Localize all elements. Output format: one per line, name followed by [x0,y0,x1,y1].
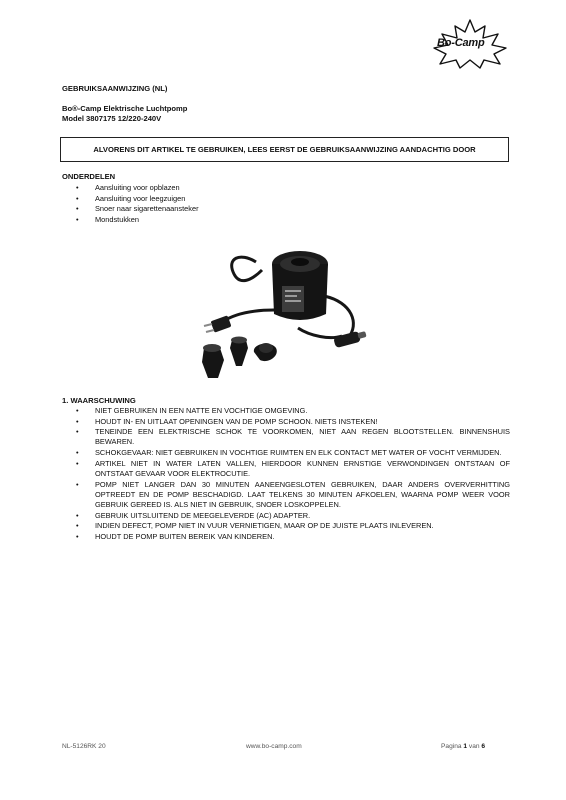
air-pump-product-photo [182,240,382,388]
bullet-icon: • [76,531,79,541]
list-item: • INDIEN DEFECT, POMP NIET IN VUUR VERNIETIGEN, MAAR OP DE JUISTE PLAATS INLEVEREN. [76,521,434,531]
list-item: • Snoer naar sigarettenaansteker [76,204,199,213]
bullet-icon: • [76,193,79,203]
bullet-icon: • [76,521,79,531]
footer-website-link[interactable]: www.bo-camp.com [246,743,302,750]
bullet-icon: • [76,458,79,468]
page-label: Pagina [441,743,462,750]
bullet-icon: • [76,183,79,192]
bullet-icon: • [76,214,79,224]
notice-text: ALVORENS DIT ARTIKEL TE GEBRUIKEN, LEES EERST DE GEBRUIKSAANWIJZING AANDACHTIG DOOR [93,144,476,154]
parts-list [76,183,376,225]
list-item: • ARTIKEL NIET IN WATER LATEN VALLEN, HIERDOOR KUNNEN ERNSTIGE VERWONDINGEN ONTSTAAN OF ONTSTAAT GEVAAR VOOR ELEKTROCUTIE. [76,458,510,478]
list-item: • NIET GEBRUIKEN IN EEN NATTE EN VOCHTIGE OMGEVING. [76,406,308,415]
model-number: Model 3807175 12/220-240V [62,114,162,123]
bullet-icon: • [76,204,79,213]
list-item: • Aansluiting voor opblazen [76,183,180,192]
page-total: 6 [481,743,486,750]
product-name: Bo®-Camp Elektrische Luchtpomp [62,104,188,113]
list-item: • HOUDT IN- EN UITLAAT OPENINGEN VAN DE POMP SCHOON. NIETS INSTEKEN! [76,416,378,426]
bullet-icon: • [76,448,79,458]
footer-document-code: NL-5126RK 20 [62,743,106,750]
list-item: • SCHOKGEVAAR: NIET GEBRUIKEN IN VOCHTIGE RUIMTEN EN ELK CONTACT MET WATER OF VOCHT VERMIJDEN. [76,448,502,458]
bullet-icon: • [76,510,79,520]
warnings-list [76,406,510,543]
page-separator: van [468,743,480,750]
bullet-icon: • [76,479,79,489]
bullet-icon: • [76,416,79,426]
read-instructions-notice [60,137,509,162]
list-item: • TENEINDE EEN ELEKTRISCHE SCHOK TE VOORKOMEN, NIET AAN REGEN BLOOTSTELLEN. BINNENSHUIS BEWAREN. [76,427,510,447]
document-title: GEBRUIKSAANWIJZING (NL) [62,84,168,93]
logo-text: Bo-Camp [437,37,485,49]
list-item: • HOUDT DE POMP BUITEN BEREIK VAN KINDEREN. [76,531,275,541]
bullet-icon: • [76,427,79,437]
footer-page-number [441,743,485,750]
parts-heading: ONDERDELEN [62,172,116,181]
list-item: • POMP NIET LANGER DAN 30 MINUTEN AANEENGESLOTEN GEBRUIKEN, DAAR ANDERS OVERVERHITTING OPTREEDT EN DE POMP BESCHADIGD. LAAT TELKENS 30 MINUTEN AFKOELEN, WAARNA POMP WEER VOOR GEBRUIK GEREED IS. ALS NIET IN GEBRUIK, SNOER LOSKOPPELEN. [76,479,510,510]
warnings-heading: 1. WAARSCHUWING [62,396,136,405]
list-item: • GEBRUIK UITSLUITEND DE MEEGELEVERDE (AC) ADAPTER. [76,510,311,520]
list-item: • Aansluiting voor leegzuigen [76,193,186,203]
list-item: • Mondstukken [76,214,139,224]
bullet-icon: • [76,406,79,415]
page-current: 1 [463,743,468,750]
